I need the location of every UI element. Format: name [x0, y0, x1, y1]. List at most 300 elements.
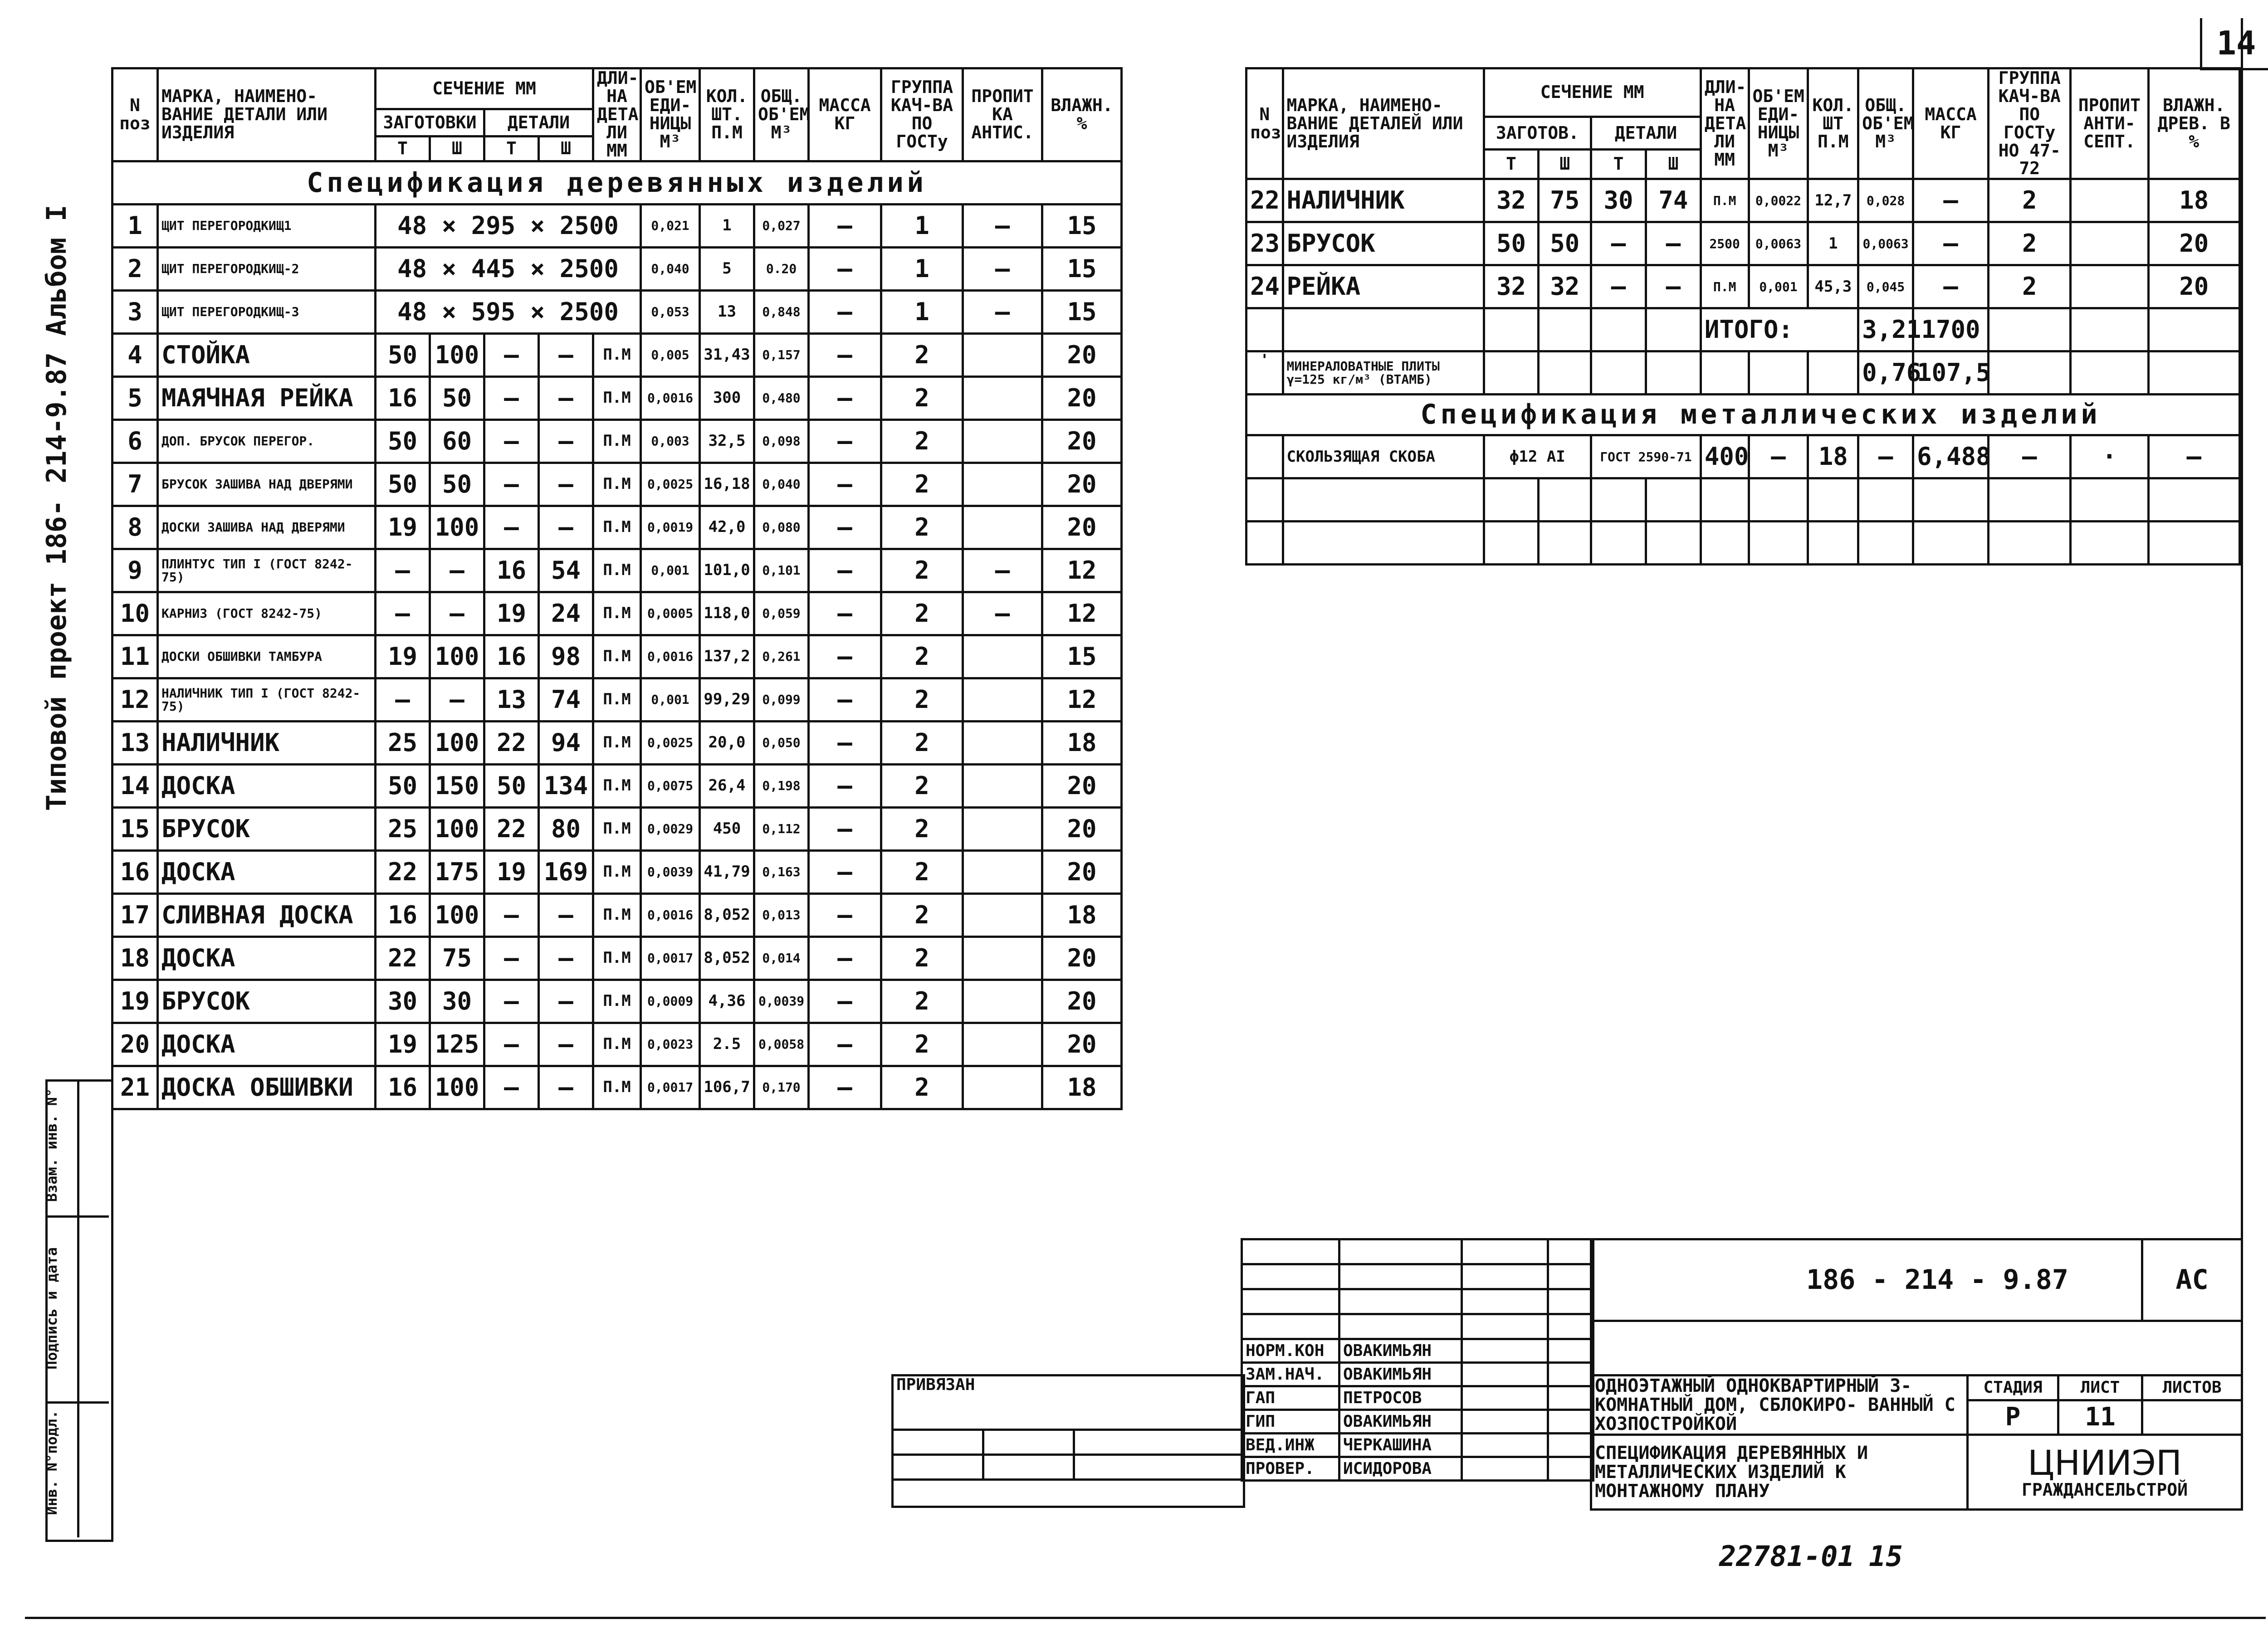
row-qty: 118,0	[700, 592, 754, 635]
mineral-bs	[1539, 351, 1591, 395]
row-blank-t: 19	[376, 635, 430, 678]
mineral-uv	[1749, 351, 1808, 395]
r-hdr-group: ГРУППА КАЧ-ВА ПО ГОСТу НО 47-72	[1989, 68, 2071, 179]
row-number: 2	[112, 248, 158, 291]
row-total-vol: 0,0039	[754, 980, 809, 1023]
mineral-dt	[1591, 351, 1646, 395]
empty-cell	[1539, 522, 1591, 565]
row-blank-t: 50	[376, 420, 430, 463]
row-dimensions: 48 × 295 × 2500	[376, 205, 641, 248]
row-unit-vol: 0,021	[641, 205, 700, 248]
row-moist: 15	[1042, 291, 1122, 334]
empty-cell	[1591, 522, 1646, 565]
row-qty: 45,3	[1808, 265, 1858, 308]
row-group: 2	[881, 592, 963, 635]
table-row	[112, 635, 1122, 678]
row-name: ЩИТ ПЕРЕГОРОДКИЩ-2	[158, 248, 376, 291]
row-moist: 18	[2148, 179, 2240, 222]
signature-block	[1241, 1238, 1594, 1482]
row-group: 1	[881, 248, 963, 291]
row-qty: 5	[700, 248, 754, 291]
row-part-sh: 134	[539, 765, 593, 808]
row-total-vol: 0,098	[754, 420, 809, 463]
metal-tv: —	[1858, 435, 1913, 478]
row-impreg	[963, 463, 1042, 506]
empty-cell	[1749, 522, 1808, 565]
row-group: 2	[881, 635, 963, 678]
row-part-sh: 94	[539, 722, 593, 765]
empty-cell	[1548, 1264, 1593, 1289]
row-impreg	[963, 937, 1042, 980]
sheet-title: СПЕЦИФИКАЦИЯ ДЕРЕВЯННЫХ И МЕТАЛЛИЧЕСКИХ ИЗДЕЛИЙ К МОНТАЖНОМУ ПЛАНУ	[1591, 1435, 1968, 1510]
empty-cell	[1548, 1289, 1593, 1314]
metal-gost: ГОСТ 2590-71	[1591, 435, 1701, 478]
row-blank-t: 25	[376, 808, 430, 851]
row-length: П.М	[1701, 265, 1749, 308]
hdr-moist: ВЛАЖН. %	[1042, 68, 1122, 161]
hdr-bt: Т	[376, 137, 430, 161]
hdr-bs: Ш	[430, 137, 484, 161]
empty-cell	[893, 1430, 983, 1455]
row-blank-sh: 100	[430, 635, 484, 678]
row-length: П.М	[593, 894, 641, 937]
row-moist: 20	[1042, 808, 1122, 851]
mineral-grp	[1989, 351, 2071, 395]
row-name: БРУСОК	[158, 808, 376, 851]
empty-cell	[1989, 522, 2071, 565]
empty-cell	[1242, 1239, 1339, 1264]
metal-uv: —	[1749, 435, 1808, 478]
row-part-t: 50	[484, 765, 539, 808]
row-qty: 8,052	[700, 894, 754, 937]
row-name: ДОСКА	[158, 937, 376, 980]
table-row	[112, 592, 1122, 635]
row-mass: —	[809, 1066, 881, 1109]
row-impreg	[963, 420, 1042, 463]
row-number: 13	[112, 722, 158, 765]
table-row	[112, 549, 1122, 592]
table-row	[1246, 222, 2240, 265]
sheets-value	[2142, 1400, 2242, 1435]
row-group: 2	[1989, 222, 2071, 265]
row-impreg	[963, 635, 1042, 678]
row-part-sh: —	[539, 980, 593, 1023]
row-group: 2	[881, 1023, 963, 1066]
row-impreg	[963, 334, 1042, 377]
row-moist: 15	[1042, 635, 1122, 678]
row-moist: 20	[1042, 463, 1122, 506]
row-mass: —	[809, 722, 881, 765]
stage-value: Р	[1968, 1400, 2058, 1435]
row-length: П.М	[593, 549, 641, 592]
row-mass: —	[1913, 179, 1988, 222]
row-unit-vol: 0,0063	[1749, 222, 1808, 265]
metal-grp: —	[1989, 435, 2071, 478]
row-mass: —	[809, 377, 881, 420]
row-mass: —	[809, 334, 881, 377]
signature-name: ОВАКИМЬЯН	[1339, 1339, 1462, 1363]
row-number: 5	[112, 377, 158, 420]
row-number: 15	[112, 808, 158, 851]
empty-cell	[2148, 478, 2240, 522]
signature-row	[1242, 1457, 1593, 1481]
row-blank-t: 19	[376, 1023, 430, 1066]
r-hdr-mass: МАССА КГ	[1913, 68, 1988, 179]
empty-cell	[1339, 1289, 1462, 1314]
row-moist: 20	[1042, 980, 1122, 1023]
signature-role: ГАП	[1242, 1386, 1339, 1410]
row-blank-sh: 100	[430, 722, 484, 765]
row-name: РЕЙКА	[1283, 265, 1484, 308]
row-moist: 20	[2148, 265, 2240, 308]
row-mass: —	[809, 765, 881, 808]
signature-row	[1242, 1363, 1593, 1386]
empty-cell	[1701, 478, 1749, 522]
r-hdr-bs: Ш	[1539, 149, 1591, 179]
row-name: НАЛИЧНИК	[1283, 179, 1484, 222]
table-row	[1246, 179, 2240, 222]
empty-cell	[2071, 478, 2148, 522]
row-mass: —	[1913, 265, 1988, 308]
row-unit-vol: 0,005	[641, 334, 700, 377]
side-stamp-sign: Подпись и дата	[43, 1247, 60, 1370]
row-length: П.М	[593, 722, 641, 765]
linked-block	[891, 1374, 1245, 1508]
row-length: 2500	[1701, 222, 1749, 265]
row-group: 2	[881, 1066, 963, 1109]
empty-cell	[1548, 1239, 1593, 1264]
row-blank-t: 50	[1484, 222, 1539, 265]
row-part-sh: —	[539, 420, 593, 463]
signature-date	[1548, 1363, 1593, 1386]
row-group: 2	[881, 377, 963, 420]
row-number: 4	[112, 334, 158, 377]
row-blank-t: 22	[376, 851, 430, 894]
row-number: 23	[1246, 222, 1283, 265]
row-number: 24	[1246, 265, 1283, 308]
r-hdr-ds: Ш	[1646, 149, 1701, 179]
row-name: ДОСКА ОБШИВКИ	[158, 1066, 376, 1109]
row-length: П.М	[593, 678, 641, 722]
hdr-ds: Ш	[539, 137, 593, 161]
row-total-vol: 0,170	[754, 1066, 809, 1109]
row-impreg: —	[963, 248, 1042, 291]
row-impreg: —	[963, 549, 1042, 592]
mineral-ds	[1646, 351, 1701, 395]
row-part-sh: —	[1646, 265, 1701, 308]
row-blank-t: 25	[376, 722, 430, 765]
row-length: П.М	[593, 635, 641, 678]
row-length: П.М	[593, 765, 641, 808]
row-mass: —	[809, 851, 881, 894]
row-number: 22	[1246, 179, 1283, 222]
r-hdr-n: N поз	[1246, 68, 1283, 179]
row-moist: 12	[1042, 592, 1122, 635]
table-row	[112, 765, 1122, 808]
row-name: НАЛИЧНИК ТИП I (ГОСТ 8242-75)	[158, 678, 376, 722]
row-total-vol: 0,028	[1858, 179, 1913, 222]
row-total-vol: 0,0058	[754, 1023, 809, 1066]
signature-role: ВЕД.ИНЖ	[1242, 1434, 1339, 1457]
row-group: 2	[881, 808, 963, 851]
row-group: 2	[881, 463, 963, 506]
empty-cell	[1462, 1289, 1548, 1314]
row-group: 1	[881, 291, 963, 334]
row-length: П.М	[593, 377, 641, 420]
signature-row	[1242, 1410, 1593, 1434]
row-name: СЛИВНАЯ ДОСКА	[158, 894, 376, 937]
total-row-ds	[1646, 308, 1701, 351]
row-qty: 42,0	[700, 506, 754, 549]
row-moist: 15	[1042, 205, 1122, 248]
row-length: П.М	[593, 592, 641, 635]
row-qty: 450	[700, 808, 754, 851]
row-length: П.М	[593, 980, 641, 1023]
total-row-dt	[1591, 308, 1646, 351]
row-moist: 15	[1042, 248, 1122, 291]
row-number: 12	[112, 678, 158, 722]
row-unit-vol: 0,0017	[641, 1066, 700, 1109]
row-group: 2	[881, 722, 963, 765]
row-part-t: 22	[484, 808, 539, 851]
empty-cell	[1484, 478, 1539, 522]
side-stamp-divider	[77, 1079, 79, 1537]
empty-cell	[1074, 1430, 1244, 1455]
metal-n	[1246, 435, 1283, 478]
row-number: 14	[112, 765, 158, 808]
row-name: СТОЙКА	[158, 334, 376, 377]
row-number: 16	[112, 851, 158, 894]
row-blank-sh: 32	[1539, 265, 1591, 308]
hdr-dt: Т	[484, 137, 539, 161]
row-part-t: 22	[484, 722, 539, 765]
r-hdr-mark: МАРКА, НАИМЕНО- ВАНИЕ ДЕТАЛЕЙ ИЛИ ИЗДЕЛИЯ	[1283, 68, 1484, 179]
row-length: П.М	[593, 808, 641, 851]
row-moist: 20	[2148, 222, 2240, 265]
r-hdr-total-vol: ОБЩ. ОБ'ЕМ М³	[1858, 68, 1913, 179]
r-hdr-dt: Т	[1591, 149, 1646, 179]
row-unit-vol: 0,0016	[641, 377, 700, 420]
empty-cell	[1989, 478, 2071, 522]
row-length: П.М	[593, 1066, 641, 1109]
r-hdr-section: СЕЧЕНИЕ ММ	[1484, 68, 1701, 117]
archive-number: 22781-01	[1719, 1540, 1855, 1573]
r-hdr-blanks: ЗАГОТОВ.	[1484, 117, 1591, 150]
empty-cell	[1283, 522, 1484, 565]
signature-date	[1548, 1386, 1593, 1410]
row-blank-t: —	[376, 549, 430, 592]
table-row	[112, 1023, 1122, 1066]
row-qty: 101,0	[700, 549, 754, 592]
row-moist: 20	[1042, 506, 1122, 549]
mineral-imp	[2071, 351, 2148, 395]
row-part-t: —	[484, 377, 539, 420]
row-impreg	[963, 808, 1042, 851]
empty-cell	[1242, 1264, 1339, 1289]
row-qty: 106,7	[700, 1066, 754, 1109]
row-unit-vol: 0,0075	[641, 765, 700, 808]
row-moist: 20	[1042, 420, 1122, 463]
row-part-sh: 169	[539, 851, 593, 894]
table-row	[112, 506, 1122, 549]
row-part-sh: 24	[539, 592, 593, 635]
total-vol: 3,21	[1858, 308, 1913, 351]
sheet-corner-number: 14	[2216, 24, 2256, 62]
row-impreg: —	[963, 205, 1042, 248]
signature-date	[1548, 1410, 1593, 1434]
row-part-sh: —	[539, 463, 593, 506]
empty-cell	[1339, 1314, 1462, 1339]
row-blank-sh: —	[430, 678, 484, 722]
empty-cell	[1808, 478, 1858, 522]
row-part-t: 13	[484, 678, 539, 722]
table-row	[112, 722, 1122, 765]
row-qty: 300	[700, 377, 754, 420]
empty-cell	[2071, 522, 2148, 565]
metal-len: 400	[1701, 435, 1749, 478]
row-part-t: —	[484, 334, 539, 377]
row-part-t: 19	[484, 851, 539, 894]
row-total-vol: 0,080	[754, 506, 809, 549]
row-total-vol: 0,013	[754, 894, 809, 937]
row-part-sh: 74	[539, 678, 593, 722]
row-blank-sh: 100	[430, 334, 484, 377]
stage-label: СТАДИЯ	[1968, 1375, 2058, 1400]
signature-role: НОРМ.КОН	[1242, 1339, 1339, 1363]
row-moist: 12	[1042, 678, 1122, 722]
empty-cell	[1539, 478, 1591, 522]
row-qty: 41,79	[700, 851, 754, 894]
row-total-vol: 0,027	[754, 205, 809, 248]
table-row	[112, 291, 1122, 334]
row-part-t: —	[1591, 265, 1646, 308]
row-mass: —	[809, 1023, 881, 1066]
row-name: ДОСКИ ОБШИВКИ ТАМБУРА	[158, 635, 376, 678]
row-blank-sh: 50	[1539, 222, 1591, 265]
row-blank-sh: 50	[430, 377, 484, 420]
row-length: П.М	[1701, 179, 1749, 222]
table-row	[112, 334, 1122, 377]
row-blank-t: 16	[376, 1066, 430, 1109]
row-part-t: —	[484, 420, 539, 463]
sheets-label: ЛИСТОВ	[2142, 1375, 2242, 1400]
row-qty: 13	[700, 291, 754, 334]
empty-cell	[1246, 522, 1283, 565]
signature-sign	[1462, 1363, 1548, 1386]
hdr-length: ДЛИ- НА ДЕТА ЛИ ММ	[593, 68, 641, 161]
row-part-sh: —	[539, 1023, 593, 1066]
signature-date	[1548, 1339, 1593, 1363]
side-stamp-h1	[45, 1215, 109, 1218]
row-blank-sh: 100	[430, 506, 484, 549]
row-total-vol: 0,261	[754, 635, 809, 678]
signature-name: ЧЕРКАШИНА	[1339, 1434, 1462, 1457]
row-part-t: 16	[484, 549, 539, 592]
project-name: ОДНОЭТАЖНЫЙ ОДНОКВАРТИРНЫЙ 3-КОМНАТНЫЙ ДОМ, СБЛОКИРО- ВАННЫЙ С ХОЗПОСТРОЙКОЙ	[1591, 1375, 1968, 1435]
row-group: 2	[881, 851, 963, 894]
empty-cell	[1246, 478, 1283, 522]
row-name: ДОП. БРУСОК ПЕРЕГОР.	[158, 420, 376, 463]
archive-page: 15	[1869, 1540, 1903, 1573]
row-unit-vol: 0,0029	[641, 808, 700, 851]
row-unit-vol: 0,0017	[641, 937, 700, 980]
row-length: П.М	[593, 463, 641, 506]
row-blank-sh: 50	[430, 463, 484, 506]
row-number: 21	[112, 1066, 158, 1109]
row-total-vol: 0,014	[754, 937, 809, 980]
metal-imp: ·	[2071, 435, 2148, 478]
main-title-block	[1590, 1238, 2243, 1511]
empty-cell	[1462, 1314, 1548, 1339]
row-length: П.М	[593, 851, 641, 894]
row-mass: —	[809, 506, 881, 549]
row-name: БРУСОК ЗАШИВА НАД ДВЕРЯМИ	[158, 463, 376, 506]
row-total-vol: 0,198	[754, 765, 809, 808]
hdr-n: N поз	[112, 68, 158, 161]
hdr-impreg: ПРОПИТ КА АНТИС.	[963, 68, 1042, 161]
row-unit-vol: 0,0022	[1749, 179, 1808, 222]
signature-name: ИСИДОРОВА	[1339, 1457, 1462, 1481]
row-part-sh: —	[539, 937, 593, 980]
empty-cell	[1548, 1314, 1593, 1339]
row-part-sh: —	[539, 1066, 593, 1109]
row-mass: —	[809, 205, 881, 248]
row-mass: —	[809, 808, 881, 851]
empty-cell	[893, 1455, 983, 1480]
row-moist: 20	[1042, 377, 1122, 420]
row-name: ДОСКА	[158, 1023, 376, 1066]
row-unit-vol: 0,040	[641, 248, 700, 291]
row-part-t: —	[1591, 222, 1646, 265]
row-blank-t: 19	[376, 506, 430, 549]
row-part-t: —	[484, 463, 539, 506]
table-row	[112, 420, 1122, 463]
row-qty: 32,5	[700, 420, 754, 463]
r-hdr-impreg: ПРОПИТ АНТИ- СЕПТ.	[2071, 68, 2148, 179]
row-part-sh: —	[539, 334, 593, 377]
row-blank-t: —	[376, 678, 430, 722]
row-total-vol: 0,040	[754, 463, 809, 506]
row-name: ПЛИНТУС ТИП I (ГОСТ 8242-75)	[158, 549, 376, 592]
row-total-vol: 0,045	[1858, 265, 1913, 308]
sheet-label: ЛИСТ	[2058, 1375, 2142, 1400]
row-total-vol: 0,0063	[1858, 222, 1913, 265]
empty-cell	[1283, 478, 1484, 522]
hdr-unit-vol: ОБ'ЕМ ЕДИ- НИЦЫ М³	[641, 68, 700, 161]
row-unit-vol: 0,001	[641, 678, 700, 722]
row-mass: —	[809, 678, 881, 722]
total-row-n	[1246, 308, 1283, 351]
total-row-bs	[1539, 308, 1591, 351]
empty-cell	[1462, 1239, 1548, 1264]
row-name: БРУСОК	[1283, 222, 1484, 265]
total-label: ИТОГО:	[1701, 308, 1858, 351]
row-number: 8	[112, 506, 158, 549]
signature-row	[1242, 1339, 1593, 1363]
row-group: 2	[1989, 265, 2071, 308]
row-total-vol: 0.20	[754, 248, 809, 291]
row-qty: 26,4	[700, 765, 754, 808]
row-blank-t: —	[376, 592, 430, 635]
hdr-mark: МАРКА, НАИМЕНО- ВАНИЕ ДЕТАЛИ ИЛИ ИЗДЕЛИЯ	[158, 68, 376, 161]
table-row	[112, 851, 1122, 894]
mineral-name: МИНЕРАЛОВАТНЫЕ ПЛИТЫ γ=125 кг/м³ (ВТАМБ)	[1283, 351, 1484, 395]
row-blank-t: 50	[376, 765, 430, 808]
table-row	[112, 808, 1122, 851]
signature-row	[1242, 1434, 1593, 1457]
row-number: 20	[112, 1023, 158, 1066]
row-blank-t: 50	[376, 334, 430, 377]
